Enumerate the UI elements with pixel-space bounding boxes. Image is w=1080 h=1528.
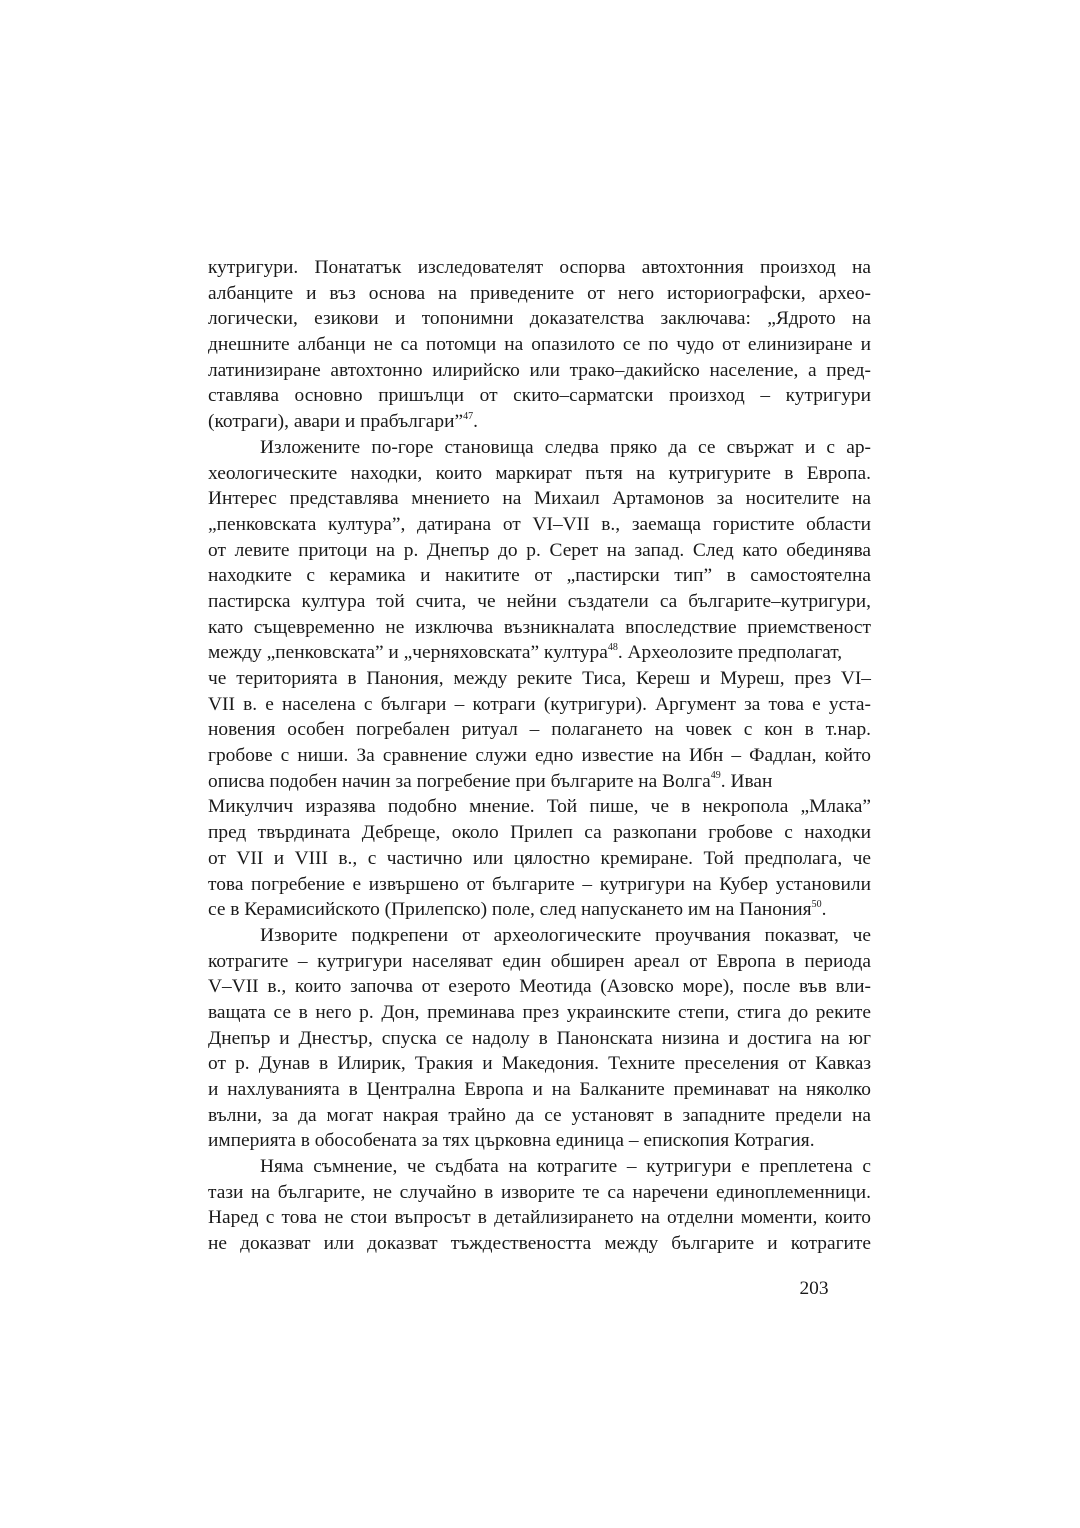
page-number: 203 xyxy=(799,1278,829,1299)
footnote-ref-49: 49 xyxy=(710,770,721,782)
text-line: Изворите подкрепени от археологическите проучвания показват, че xyxy=(260,924,871,946)
paragraph-2 xyxy=(208,435,871,923)
text-line: не доказват или доказват тъждествеността между българите и котрагите xyxy=(208,1233,871,1255)
text-line-last: империята в обособената за тях църковна единица – епископия Котрагия. xyxy=(208,1130,815,1152)
text-line: логически, езикови и топонимни доказателства заключава: „Ядрото на xyxy=(208,308,871,330)
text-line: Няма съмнение, че съдбата на котрагите – кутригури е преплетена с xyxy=(260,1156,871,1178)
text-line: VII в. е населена с българи – котраги (кутригури). Аргумент за това е уста- xyxy=(208,693,871,715)
text-line: от VII и VIII в., с частично или цялостно кремиране. Той предполага, че xyxy=(208,847,871,869)
text-line: и нахлуванията в Централна Европа и на Балканите преминават на няколко xyxy=(208,1079,871,1100)
text-line: че територията в Панония, между реките Тиса, Кереш и Муреш, през VI– xyxy=(208,668,871,689)
text-line-with-note xyxy=(208,769,871,795)
text-line: пред твърдината Дебреще, около Прилеп са разкопани гробове с находки xyxy=(208,822,871,844)
text-fragment: между „пенковската” и „черняховската” култура xyxy=(208,642,608,664)
text-line: като същевременно не изключва възникналата впоследствие приемственост xyxy=(208,616,871,638)
text-fragment: . Археолозите предполагат, xyxy=(617,642,843,664)
text-fragment: се в Керамисийското (Прилепско) поле, след напускането им на Панония xyxy=(208,899,812,921)
text-line: вълни, за да могат накрая трайно да се установят в западните предели на xyxy=(208,1104,871,1126)
footnote-ref-50: 50 xyxy=(811,898,822,910)
text-line-last xyxy=(208,897,871,923)
paragraph-4 xyxy=(208,1154,871,1257)
text-fragment: . xyxy=(821,899,827,921)
footnote-ref-48: 48 xyxy=(607,641,618,653)
text-line: кутригури. Понататък изследователят оспорва автохтонния произход на xyxy=(208,257,871,278)
text-line: V–VII в., които започва от езерото Меотида (Азовско море), после във вли- xyxy=(208,976,871,998)
text-line: латинизиране автохтонно илирийско или трако–дакийско население, а пред- xyxy=(208,359,871,381)
text-fragment: . Иван xyxy=(720,770,773,792)
text-line: албанците и въз основа на приведените от него историографски, архео- xyxy=(208,282,871,304)
text-line: ващата се в него р. Дон, преминава през украинските степи, стига до реките xyxy=(208,1001,871,1023)
text-line-last xyxy=(208,409,871,435)
text-line: Изложените по-горе становища следва пряко да се свържат и с ар- xyxy=(260,436,871,458)
text-line: гробове с ниши. За сравнение служи едно известие на Ибн – Фадлан, който xyxy=(208,745,871,767)
text-line: Интерес представлява мнението на Михаил Артамонов за носителите на xyxy=(208,488,871,510)
text-line: новения особен погребален ритуал – полагането на човек с кон в т.нар. xyxy=(208,719,871,741)
text-line-with-note xyxy=(208,640,871,666)
text-fragment: (котраги), авари и прабългари” xyxy=(208,411,464,433)
text-line: „пенковската култура”, датирана от VI–VII в., заемаща гористите области xyxy=(208,513,871,535)
text-line: хеологическите находки, които маркират пътя на кутригурите в Европа. xyxy=(208,462,871,484)
footnote-ref-47: 47 xyxy=(463,410,474,422)
paragraph-1 xyxy=(208,255,871,435)
text-line: Наред с това не стои въпросът в детайлизирането на отделни моменти, които xyxy=(208,1207,871,1229)
text-line: тази на българите, не случайно в изворите те са наречени единоплеменници. xyxy=(208,1181,871,1203)
text-line: от р. Дунав в Илирик, Тракия и Македония. Техните преселения от Кавказ xyxy=(208,1053,871,1075)
text-fragment: . xyxy=(473,411,478,433)
text-line: пастирска култура той счита, че нейни създатели са българите–кутригури, xyxy=(208,590,871,612)
text-line: Микулчич изразява подобно мнение. Той пише, че в некропола „Млака” xyxy=(208,796,871,818)
text-line: това погребение е извършено от българите – кутригури на Кубер установили xyxy=(208,873,871,895)
text-line: находките с керамика и накитите от „пастирски тип” в самостоятелна xyxy=(208,565,871,587)
text-line: днешните албанци не са потомци на опазилото се по чудо от елинизиране и xyxy=(208,334,871,356)
body-text xyxy=(208,255,871,1257)
text-line: от левите притоци на р. Днепър до р. Серет на запад. След като обединява xyxy=(208,539,871,561)
text-line: ставлява основно пришълци от скито–сарматски произход – кутригури xyxy=(208,385,871,407)
text-line: котрагите – кутригури населяват един обширен ареал от Европа в периода xyxy=(208,950,871,972)
text-line: Днепър и Днестър, спуска се надолу в Панонската низина и достига на юг xyxy=(208,1027,871,1049)
paragraph-3 xyxy=(208,923,871,1154)
text-fragment: описва подобен начин за погребение при българите на Волга xyxy=(208,770,711,792)
